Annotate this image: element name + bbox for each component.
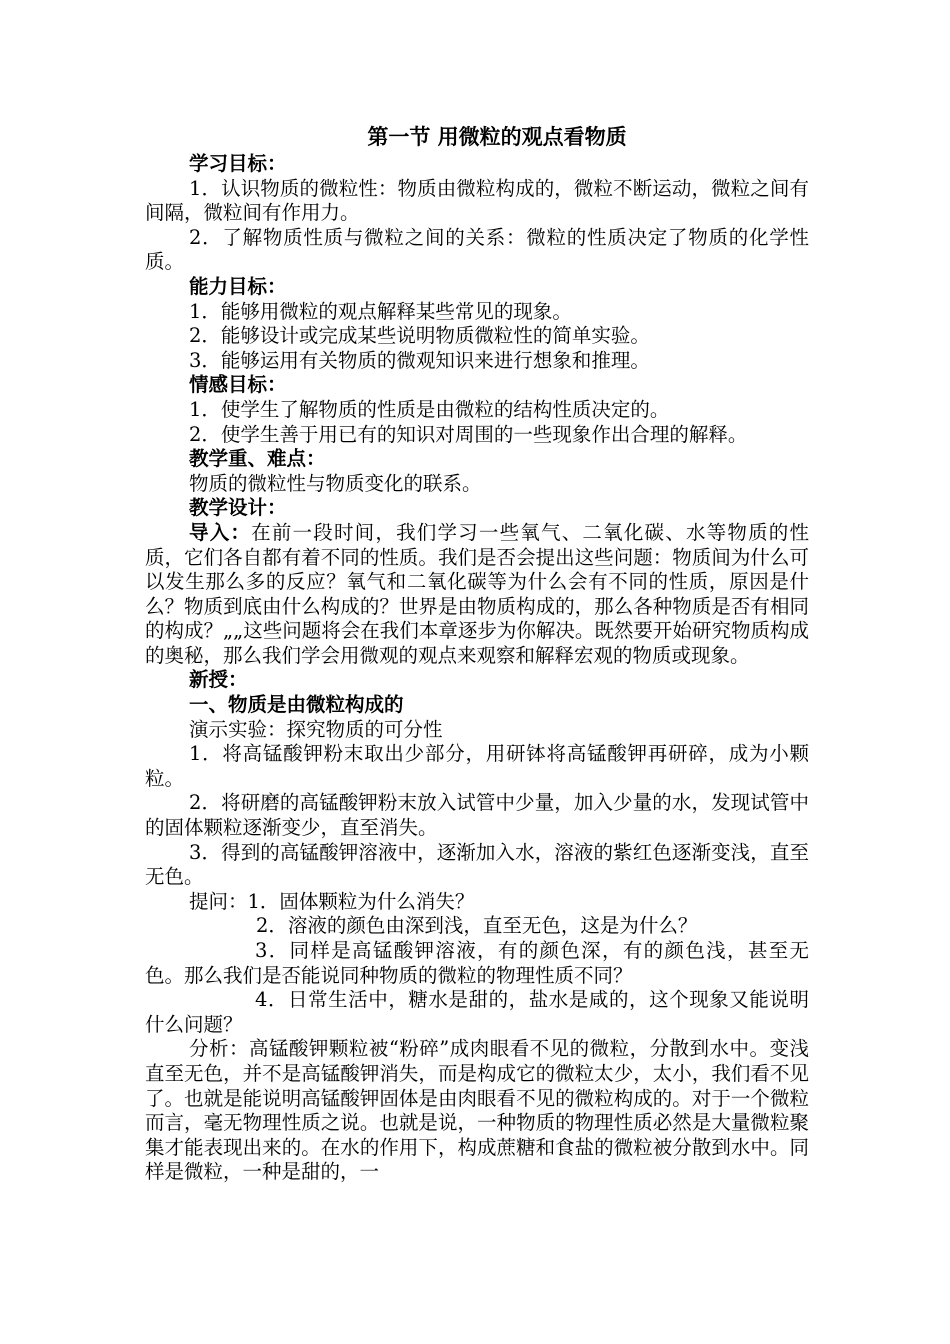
experiment-step: 3．得到的高锰酸钾溶液中，逐渐加入水，溶液的紫红色逐渐变浅，直至无色。 xyxy=(145,840,809,889)
question-item: 3．同样是高锰酸钾溶液，有的颜色深，有的颜色浅，甚至无色。那么我们是否能说同种物质的微粒的物理性质不同？ xyxy=(145,939,809,987)
page-title: 第一节 用微粒的观点看物质 xyxy=(367,125,627,149)
intro-paragraph xyxy=(145,521,809,669)
key-points-heading: 教学重、难点： xyxy=(189,447,326,471)
ability-goal-item: 2．能够设计或完成某些说明物质微粒性的简单实验。 xyxy=(189,324,650,348)
emotion-goals-heading: 情感目标： xyxy=(189,373,287,397)
question-item: 2．溶液的颜色由深到浅，直至无色，这是为什么？ xyxy=(256,914,698,938)
ability-goal-item: 3．能够运用有关物质的微观知识来进行想象和推理。 xyxy=(189,348,650,372)
key-points-text: 物质的微粒性与物质变化的联系。 xyxy=(189,471,482,495)
learning-goals-heading: 学习目标： xyxy=(189,152,287,175)
demo-title: 演示实验：探究物质的可分性 xyxy=(189,717,443,741)
new-lesson-heading: 新授： xyxy=(189,668,248,692)
design-heading: 教学设计： xyxy=(189,496,287,520)
experiment-step: 2．将研磨的高锰酸钾粉末放入试管中少量，加入少量的水，发现试管中的固体颗粒逐渐变少，直至消失。 xyxy=(145,791,809,840)
emotion-goal-item: 2．使学生善于用已有的知识对周围的一些现象作出合理的解释。 xyxy=(189,422,748,446)
ability-goal-item: 1．能够用微粒的观点解释某些常见的现象。 xyxy=(189,299,572,323)
section-title: 一、物质是由微粒构成的 xyxy=(189,693,404,717)
question-item: 提问：1．固体颗粒为什么消失？ xyxy=(189,889,475,913)
experiment-step: 1．将高锰酸钾粉末取出少部分，用研钵将高锰酸钾再研碎，成为小颗粒。 xyxy=(145,742,809,790)
question-item: 4．日常生活中，糖水是甜的，盐水是咸的，这个现象又能说明什么问题？ xyxy=(145,988,809,1036)
document-page xyxy=(145,122,809,1185)
ability-goals-heading: 能力目标： xyxy=(189,274,287,298)
emotion-goal-item: 1．使学生了解物质的性质是由微粒的结构性质决定的。 xyxy=(189,397,670,421)
analysis-paragraph: 分析：高锰酸钾颗粒被“粉碎”成肉眼看不见的微粒，分散到水中。变浅直至无色，并不是高锰酸钾消失，而是构成它的微粒太少，太小，我们看不见了。也就是能说明高锰酸钾固体是由肉眼看不见的微粒构成的。对于一个微粒而言，毫无物理性质之说。也就是说，一种物质的物理性质必然是大量微粒聚集才能表现出来的。在水的作用下，构成蔗糖和食盐的微粒被分散到水中。同样是微粒，一种是甜的，一 xyxy=(145,1037,809,1184)
learning-goal-item: 1．认识物质的微粒性：物质由微粒构成的，微粒不断运动，微粒之间有间隔，微粒间有作用力。 xyxy=(145,176,809,225)
intro-text: 在前一段时间，我们学习一些氧气、二氧化碳、水等物质的性质，它们各自都有着不同的性质。我们是否会提出这些问题：物质间为什么可以发生那么多的反应？氧气和二氧化碳等为什么会有不同的性质，原因是什么？物质到底由什么构成的？世界是由物质构成的，那么各种物质是否有相同的构成？„„这些问题将会在我们本章逐步为你解决。既然要开始研究物质构成的奥秘，那么我们学会用微观的观点来观察和解释宏观的物质或现象。 xyxy=(145,520,809,667)
learning-goal-item: 2．了解物质性质与微粒之间的关系：微粒的性质决定了物质的化学性质。 xyxy=(145,225,809,274)
intro-label: 导入： xyxy=(189,520,252,544)
